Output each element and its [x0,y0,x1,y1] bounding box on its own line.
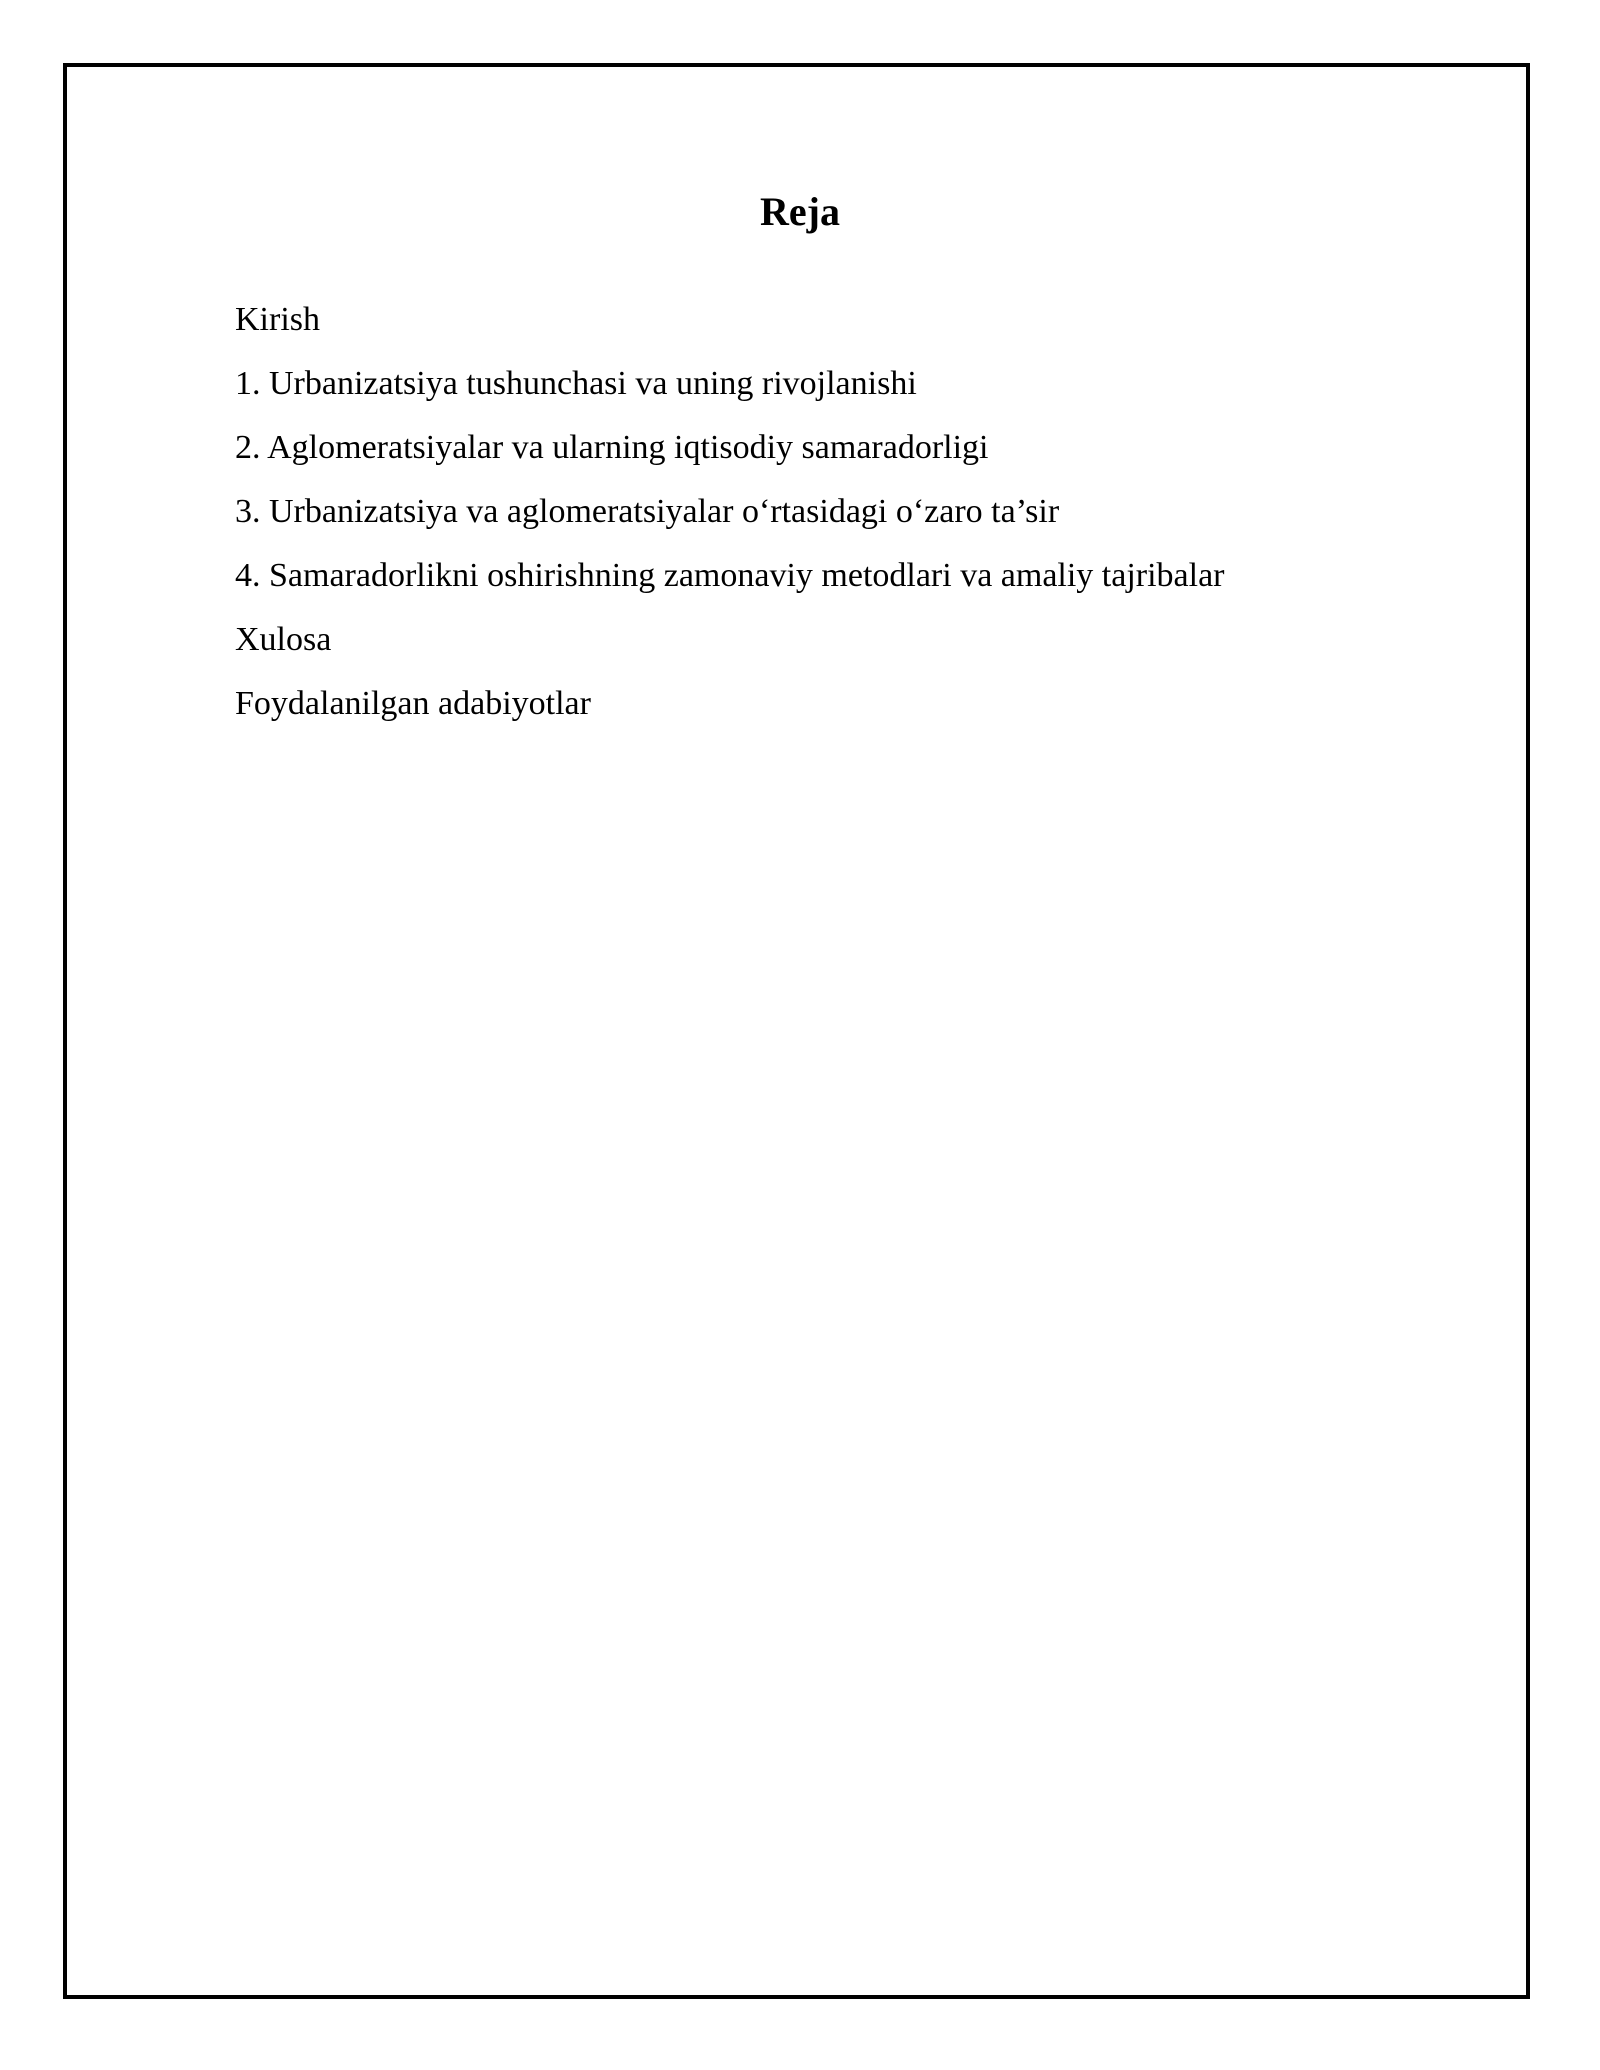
plan-item-2: 2. Aglomeratsiyalar va ularning iqtisodiy samaradorligi [235,429,989,466]
page-title: Reja [760,189,840,234]
plan-item-references: Foydalanilgan adabiyotlar [235,685,591,722]
plan-item-introduction: Kirish [235,301,320,338]
plan-item-1: 1. Urbanizatsiya tushunchasi va uning rivojlanishi [235,365,917,402]
plan-list [235,288,1225,736]
plan-item-3: 3. Urbanizatsiya va aglomeratsiyalar o‘rtasidagi o‘zaro ta’sir [235,493,1060,530]
plan-item-conclusion: Xulosa [235,621,332,658]
plan-item-4: 4. Samaradorlikni oshirishning zamonaviy metodlari va amaliy tajribalar [235,557,1225,594]
